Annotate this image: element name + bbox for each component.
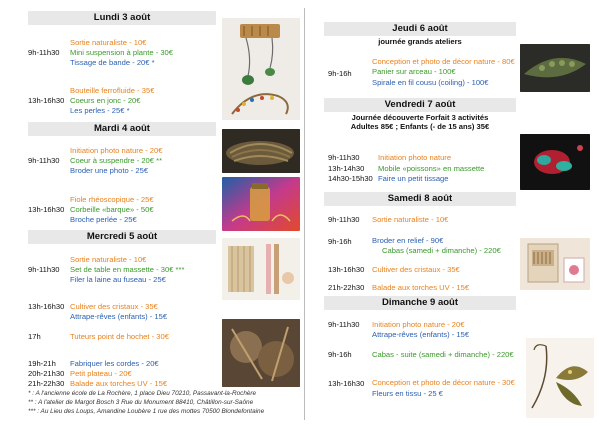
photo-table-set: [222, 238, 300, 300]
workshop-item: Initiation photo nature - 20€: [70, 146, 163, 155]
time-slot: 9h-16h: [328, 69, 352, 78]
workshop-item: Initiation photo nature: [378, 153, 452, 162]
photo-weaving-beads: [222, 18, 300, 120]
weaving-beads-illustration: [222, 18, 300, 120]
workshop-item: Bouteille ferrofluide - 35€: [70, 86, 155, 95]
workshop-item: Faire un petit tissage: [378, 174, 449, 183]
workshop-item: Balade aux torches UV - 15€: [70, 379, 168, 388]
workshop-item: Sortie naturaliste - 10€: [70, 38, 147, 47]
workshop-item: Filer la laine au fuseau - 25€: [70, 275, 166, 284]
heart-basket-illustration: [222, 129, 300, 173]
photo-fabric-flowers: [526, 338, 594, 418]
workshop-item: Cabas (samedi + dimanche) - 220€: [382, 246, 501, 255]
photo-rheoscopic-vial: [222, 177, 300, 231]
time-slot: 9h-11h30: [328, 215, 360, 224]
workshop-item: Broder une photo - 25€: [70, 166, 149, 175]
workshop-item: Attrape-rêves (enfants) - 15€: [372, 330, 470, 339]
workshop-item: Balade aux torches UV - 15€: [372, 283, 470, 292]
workshop-item: Coeur à suspendre - 20€ **: [70, 156, 163, 165]
time-slot: 9h-11h30: [328, 320, 360, 329]
workshop-item: Les perles - 25€ *: [70, 106, 130, 115]
day-header-sunday: Dimanche 9 août: [324, 296, 516, 310]
day-subtitle: journée grands ateliers: [378, 37, 462, 46]
workshop-item: Attrape-rêves (enfants) - 15€: [70, 312, 168, 321]
time-slot: 13h-16h30: [28, 96, 65, 105]
workshop-item: Mobile «poissons» en massette: [378, 164, 485, 173]
time-slot: 13h-14h30: [328, 164, 365, 173]
time-slot: 9h-16h: [328, 237, 352, 246]
vial-illustration: [222, 177, 300, 231]
night-scene-illustration: [520, 134, 590, 190]
workshop-item: Fabriquer les cordes - 20€: [70, 359, 159, 368]
workshop-item: Tuteurs point de hochet - 30€: [70, 332, 169, 341]
stakes-illustration: [222, 319, 300, 387]
footnote: * : A l'ancienne école de La Rochère, 1 place Dieu 70210, Passavant-la-Rochère: [28, 390, 257, 397]
time-slot: 19h-21h: [28, 359, 56, 368]
workshop-item: Fiole rhéoscopique - 25€: [70, 195, 154, 204]
day-header-monday: Lundi 3 août: [28, 11, 216, 25]
time-slot: 13h-16h30: [328, 379, 365, 388]
time-slot: 21h-22h30: [28, 379, 65, 388]
day-header-friday: Vendredi 7 août: [324, 98, 516, 112]
embroidery-illustration: [520, 238, 590, 290]
workshop-item: Panier sur arceau - 100€: [372, 67, 456, 76]
workshop-item: Conception et photo de décor nature - 30€: [372, 378, 515, 387]
workshop-item: Corbeille «barque» - 50€: [70, 205, 154, 214]
footnote: ** : A l'atelier de Margot Bosch 3 Rue du Monument 88410, Châtillon-sur-Saône: [28, 399, 254, 406]
photo-stakes: [222, 319, 300, 387]
photo-heart-basket: [222, 129, 300, 173]
photo-nature-night: [520, 134, 590, 190]
day-header-saturday: Samedi 8 août: [324, 192, 516, 206]
time-slot: 17h: [28, 332, 41, 341]
time-slot: 21h-22h30: [328, 283, 365, 292]
workshop-item: Fleurs en tissu - 25 €: [372, 389, 443, 398]
workshop-item: Coeurs en jonc - 20€: [70, 96, 141, 105]
workshop-item: Tissage de bande - 20€ *: [70, 58, 155, 67]
photo-nature-decor: [520, 44, 590, 92]
workshop-item: Initiation photo nature - 20€: [372, 320, 465, 329]
workshop-item: Sortie naturaliste - 10€: [70, 255, 147, 264]
fabric-butterfly-illustration: [526, 338, 594, 418]
time-slot: 9h-11h30: [28, 156, 60, 165]
day-header-tuesday: Mardi 4 août: [28, 122, 216, 136]
workshop-item: Sortie naturaliste - 10€: [372, 215, 449, 224]
workshop-item: Set de table en massette - 30€ ***: [70, 265, 185, 274]
workshop-item: Mini suspension à plante - 30€: [70, 48, 174, 57]
time-slot: 13h-16h30: [28, 302, 65, 311]
pea-pod-illustration: [520, 44, 590, 92]
day-subtitle: Adultes 85€ ; Enfants (- de 15 ans) 35€: [350, 122, 490, 131]
time-slot: 9h-11h30: [28, 265, 60, 274]
day-header-thursday: Jeudi 6 août: [324, 22, 516, 36]
table-set-illustration: [222, 238, 300, 300]
workshop-item: Broder en relief - 90€: [372, 236, 444, 245]
time-slot: 14h30-15h30: [328, 174, 373, 183]
time-slot: 9h-16h: [328, 350, 352, 359]
workshop-item: Broche perlée - 25€: [70, 215, 137, 224]
time-slot: 13h-16h30: [328, 265, 365, 274]
photo-embroidery: [520, 238, 590, 290]
workshop-item: Cultiver des cristaux - 35€: [372, 265, 460, 274]
day-header-wednesday: Mercredi 5 août: [28, 230, 216, 244]
footnote: *** : Au Lieu des Loups, Amandine Loubère 1 rue des mottes 70500 Blondefontaine: [28, 408, 265, 415]
workshop-item: Petit plateau - 20€: [70, 369, 132, 378]
workshop-item: Spirale en fil cousu (coiling) - 100€: [372, 78, 489, 87]
workshop-item: Cultiver des cristaux - 35€: [70, 302, 158, 311]
time-slot: 13h-16h30: [28, 205, 65, 214]
time-slot: 9h-11h30: [328, 153, 360, 162]
column-divider: [304, 8, 305, 420]
time-slot: 9h-11h30: [28, 48, 60, 57]
workshop-item: Conception et photo de décor nature - 80€: [372, 57, 515, 66]
day-subtitle: Journée découverte Forfait 3 activités: [351, 113, 489, 122]
workshop-item: Cabas - suite (samedi + dimanche) - 220€: [372, 350, 514, 359]
time-slot: 20h-21h30: [28, 369, 65, 378]
